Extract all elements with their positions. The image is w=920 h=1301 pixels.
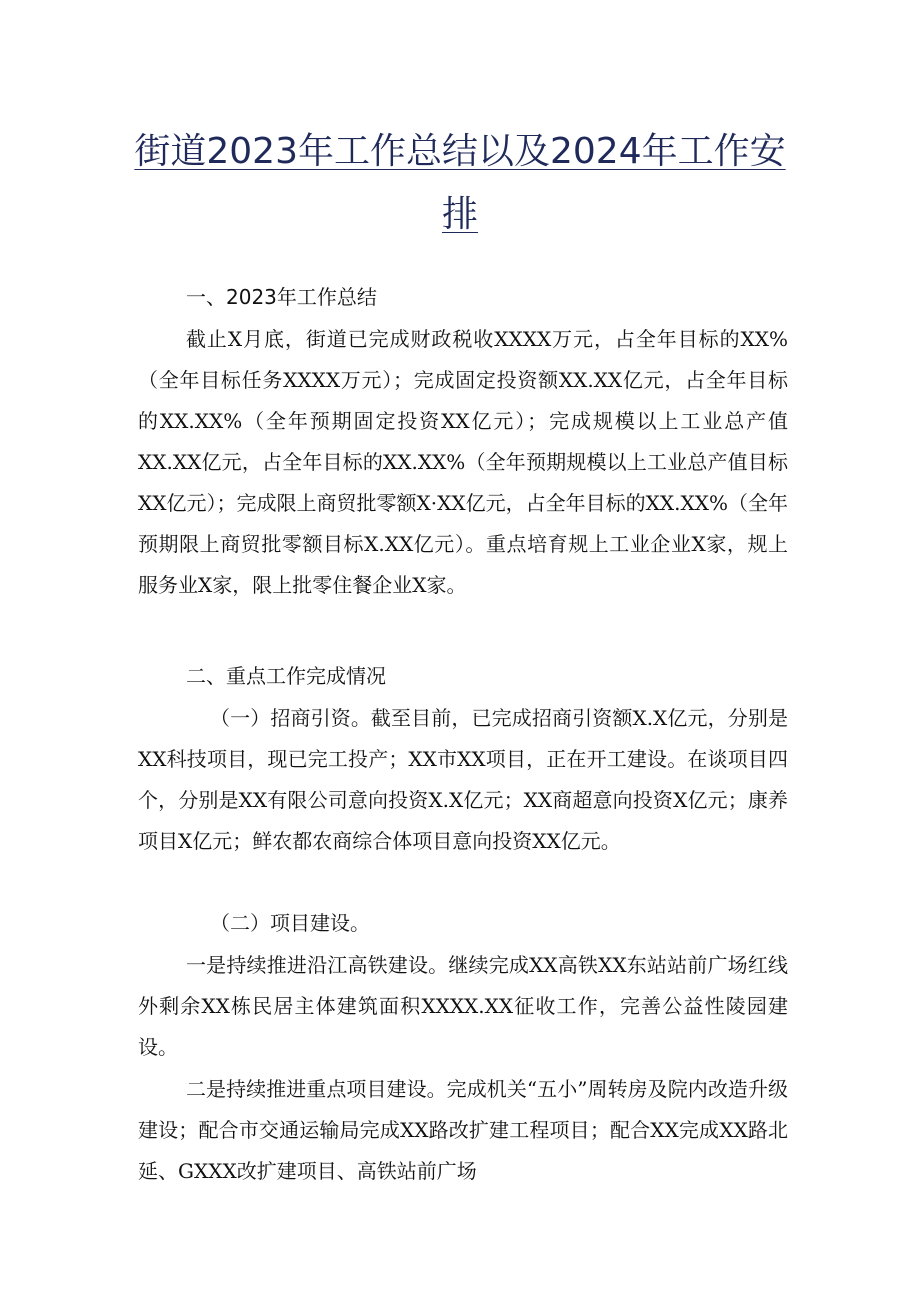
subsection1-paragraph: （一）招商引资。截至目前，已完成招商引资额X.X亿元，分别是XX科技项目，现已完工投产；XX市XX项目，正在开工建设。在谈项目四个，分别是XX有限公司意向投资X.X亿元；XX商超意向投资X亿元；康养项目X亿元；鲜农都农商综合体项目意向投资XX亿元。 xyxy=(138,706,788,853)
section2-heading: 二、重点工作完成情况 xyxy=(186,664,386,688)
subsection2-heading: （二）项目建设。 xyxy=(210,911,370,935)
item1-paragraph: 一是持续推进沿江高铁建设。继续完成XX高铁XX东站站前广场红线外剩余XX栋民居主体建筑面积XXXX.XX征收工作，完善公益性陵园建设。 xyxy=(138,953,788,1059)
section1-paragraph: 截止X月底，街道已完成财政税收XXXX万元，占全年目标的XX%（全年目标任务XXXX万元）；完成固定投资额XX.XX亿元，占全年目标的XX.XX%（全年预期固定投资XX亿元）；完成规模以上工业总产值XX.XX亿元，占全年目标的XX.XX%（全年预期规模以上工业总产值目标XX亿元）；完成限上商贸批零额X·XX亿元，占全年目标的XX.XX%（全年预期限上商贸批零额目标X.XX亿元）。重点培育规上工业企业X家，规上服务业X家，限上批零住餐企业X家。 xyxy=(138,327,788,597)
section1-heading: 一、2023年工作总结 xyxy=(186,285,377,309)
item2-paragraph: 二是持续推进重点项目建设。完成机关“五小”周转房及院内改造升级建设；配合市交通运输局完成XX路改扩建工程项目；配合XX完成XX路北延、GXXX改扩建项目、高铁站前广场 xyxy=(138,1077,788,1183)
document-title-line1: 街道2023年工作总结以及2024年工作安 xyxy=(134,131,786,172)
document-title-line2: 排 xyxy=(441,194,478,235)
